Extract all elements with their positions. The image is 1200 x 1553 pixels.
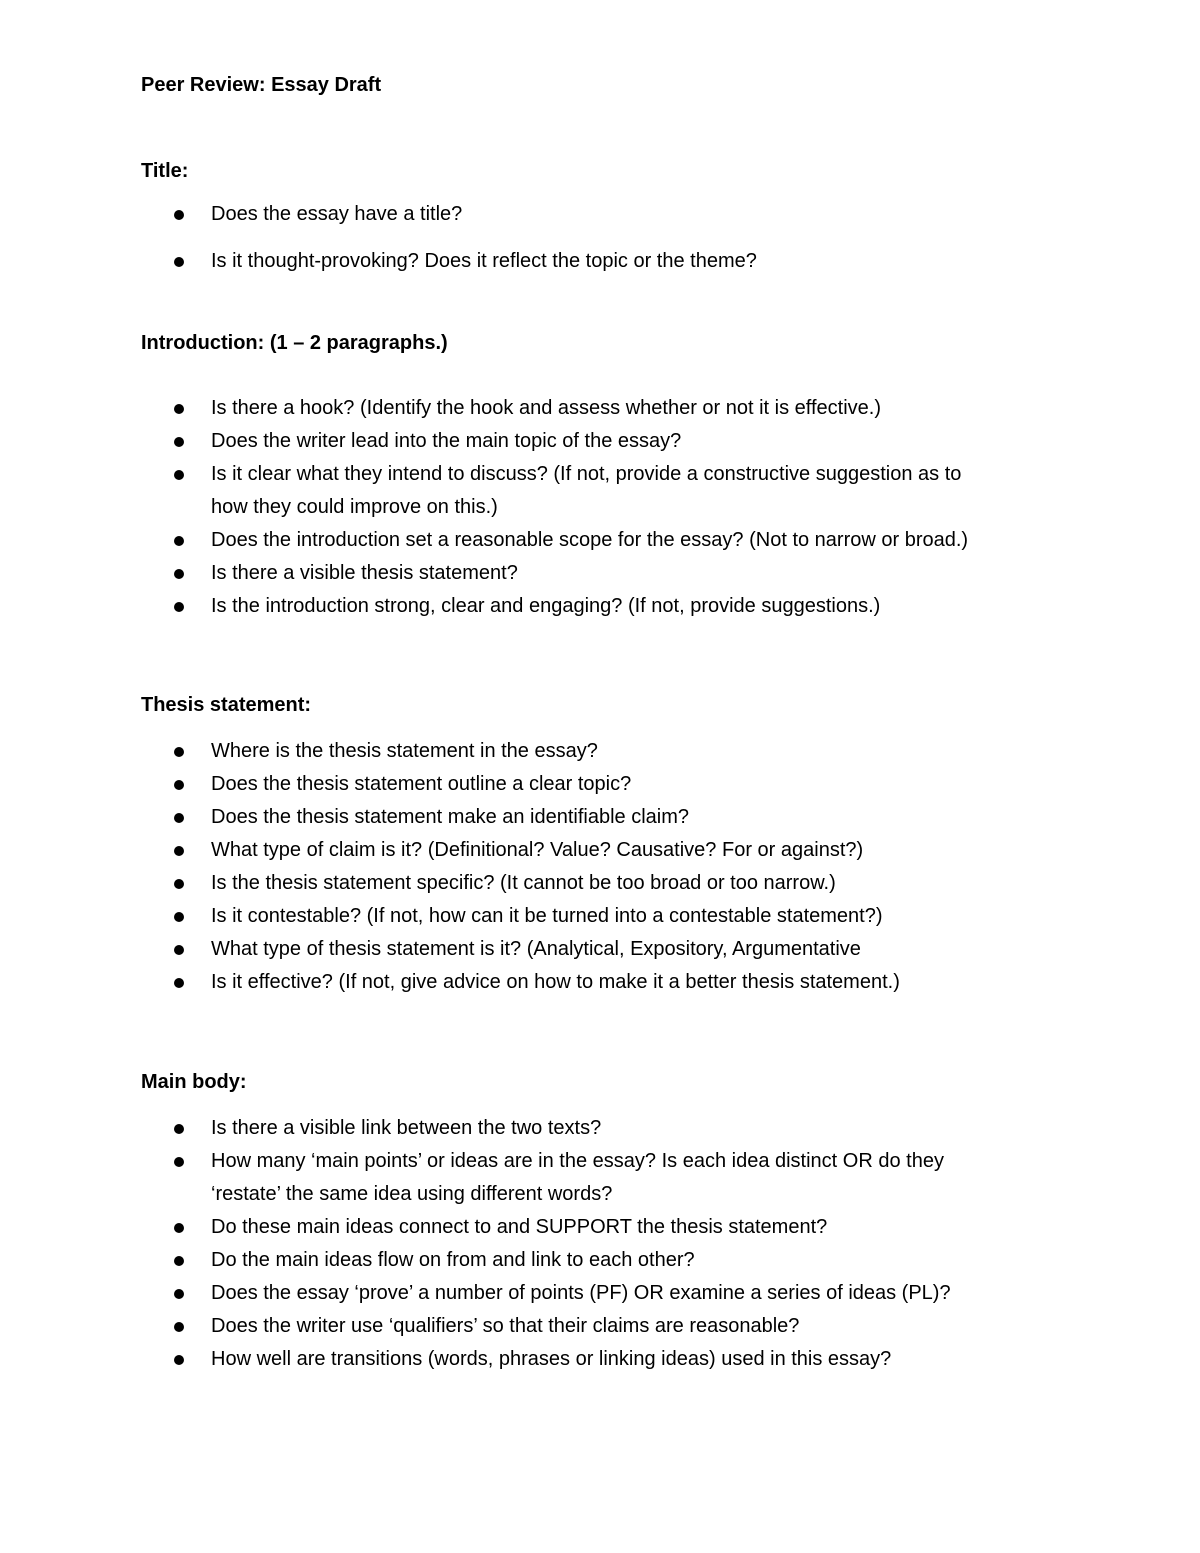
bullet-icon xyxy=(174,879,184,889)
page-title: Peer Review: Essay Draft xyxy=(141,74,382,96)
bullet-icon xyxy=(174,404,184,414)
title-checklist xyxy=(141,191,1061,285)
list-item: Is the thesis statement specific? (It cannot be too broad or too narrow.) xyxy=(141,867,1061,900)
bullet-icon xyxy=(174,846,184,856)
introduction-checklist xyxy=(141,392,1061,623)
section-heading-main-body: Main body: xyxy=(141,1071,247,1093)
list-item: How well are transitions (words, phrases or linking ideas) used in this essay? xyxy=(141,1343,1061,1376)
bullet-icon xyxy=(174,536,184,546)
list-item: Is it clear what they intend to discuss? (If not, provide a constructive suggestion as to how they could improve on this.) xyxy=(141,458,1061,524)
list-item: Does the essay ‘prove’ a number of points (PF) OR examine a series of ideas (PL)? xyxy=(141,1277,1061,1310)
list-item: Is there a visible thesis statement? xyxy=(141,557,1061,590)
bullet-icon xyxy=(174,813,184,823)
section-heading-thesis: Thesis statement: xyxy=(141,694,312,716)
list-item: Is it thought-provoking? Does it reflect the topic or the theme? xyxy=(141,238,1061,285)
bullet-icon xyxy=(174,257,184,267)
bullet-icon xyxy=(174,978,184,988)
bullet-icon xyxy=(174,747,184,757)
section-heading-introduction: Introduction: (1 – 2 paragraphs.) xyxy=(141,332,448,354)
bullet-icon xyxy=(174,1124,184,1134)
bullet-icon xyxy=(174,1322,184,1332)
bullet-icon xyxy=(174,945,184,955)
list-item: Does the thesis statement outline a clear topic? xyxy=(141,768,1061,801)
list-item: Do these main ideas connect to and SUPPORT the thesis statement? xyxy=(141,1211,1061,1244)
bullet-icon xyxy=(174,569,184,579)
list-item: Does the writer use ‘qualifiers’ so that their claims are reasonable? xyxy=(141,1310,1061,1343)
bullet-icon xyxy=(174,1355,184,1365)
list-item: Is it effective? (If not, give advice on how to make it a better thesis statement.) xyxy=(141,966,1061,999)
list-item: How many ‘main points’ or ideas are in the essay? Is each idea distinct OR do they ‘restate’ the same idea using different words? xyxy=(141,1145,1061,1211)
bullet-icon xyxy=(174,912,184,922)
list-item: Where is the thesis statement in the essay? xyxy=(141,735,1061,768)
bullet-icon xyxy=(174,1256,184,1266)
list-item: Is the introduction strong, clear and engaging? (If not, provide suggestions.) xyxy=(141,590,1061,623)
bullet-icon xyxy=(174,602,184,612)
list-item: Is there a visible link between the two texts? xyxy=(141,1112,1061,1145)
bullet-icon xyxy=(174,780,184,790)
main-body-checklist xyxy=(141,1112,1061,1376)
list-item: Does the essay have a title? xyxy=(141,191,1061,238)
bullet-icon xyxy=(174,210,184,220)
list-item: Does the introduction set a reasonable scope for the essay? (Not to narrow or broad.) xyxy=(141,524,1061,557)
section-heading-title: Title: xyxy=(141,160,189,182)
list-item: Does the writer lead into the main topic of the essay? xyxy=(141,425,1061,458)
list-item: Does the thesis statement make an identifiable claim? xyxy=(141,801,1061,834)
list-item: Is it contestable? (If not, how can it be turned into a contestable statement?) xyxy=(141,900,1061,933)
bullet-icon xyxy=(174,470,184,480)
list-item: What type of claim is it? (Definitional? Value? Causative? For or against?) xyxy=(141,834,1061,867)
thesis-checklist xyxy=(141,735,1061,999)
list-item: Is there a hook? (Identify the hook and assess whether or not it is effective.) xyxy=(141,392,1061,425)
bullet-icon xyxy=(174,1289,184,1299)
bullet-icon xyxy=(174,437,184,447)
bullet-icon xyxy=(174,1157,184,1167)
list-item: Do the main ideas flow on from and link to each other? xyxy=(141,1244,1061,1277)
list-item: What type of thesis statement is it? (Analytical, Expository, Argumentative xyxy=(141,933,1061,966)
bullet-icon xyxy=(174,1223,184,1233)
